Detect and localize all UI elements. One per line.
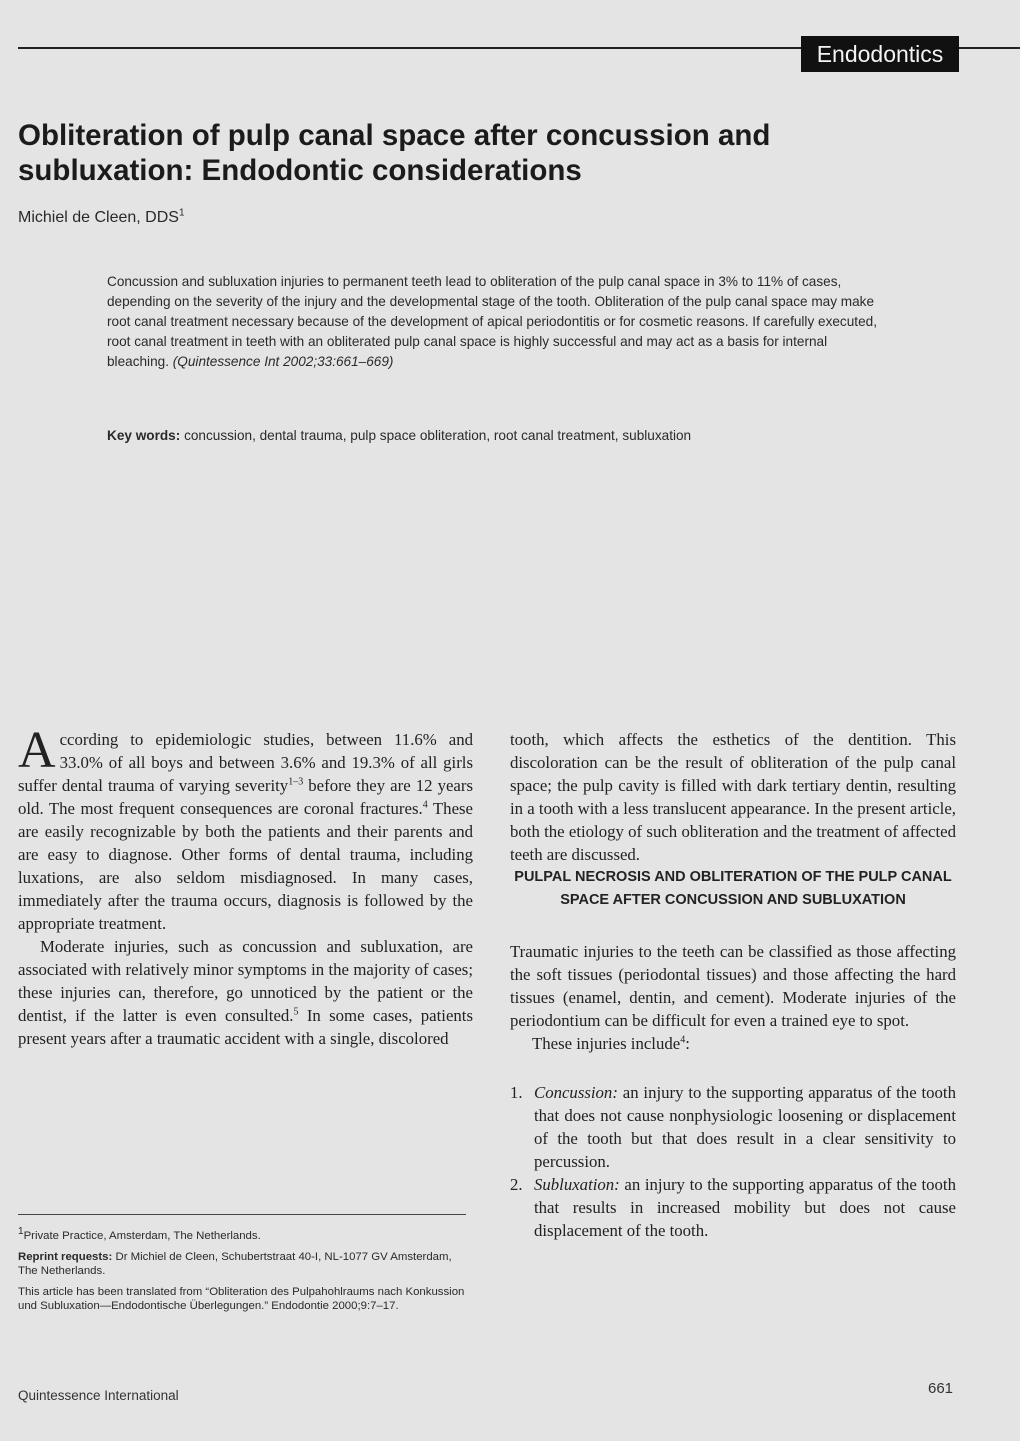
keywords-list: concussion, dental trauma, pulp space obliteration, root canal treatment, subluxation	[184, 428, 692, 443]
section-heading: PULPAL NECROSIS AND OBLITERATION OF THE PULP CANAL SPACE AFTER CONCUSSION AND SUBLUXATION	[514, 869, 952, 908]
drop-cap: A	[18, 722, 56, 779]
abstract-text: Concussion and subluxation injuries to permanent teeth lead to obliteration of the pulp canal space in 3% to 11% of cases, depending on the severity of the injury and the developmental stage of the tooth. Obliteration of the pulp canal space may make root canal treatment necessary because of the development of apical periodontitis or for cosmetic reasons. If carefully executed, root canal treatment in teeth with an obliterated pulp canal space is highly successful and may act as a basis for internal bleaching.	[107, 274, 877, 369]
citation: (Quintessence Int 2002;33:661–669)	[172, 354, 394, 369]
injury-list	[510, 1081, 956, 1242]
article-title: Obliteration of pulp canal space after concussion and subluxation: Endodontic considerations	[18, 119, 771, 187]
abstract	[107, 272, 887, 372]
right-column	[510, 728, 956, 1242]
reference-mark: 4	[422, 799, 428, 811]
reference-mark: 4	[680, 1034, 686, 1046]
author-line	[18, 209, 185, 227]
list-item: 2. Subluxation: an injury to the supporting apparatus of the tooth that results in increased mobility but does not cause displacement of the tooth.	[510, 1175, 956, 1240]
paragraph-intro: According to epidemiologic studies, between 11.6% and 33.0% of all boys and between 3.6% and 19.3% of all girls suffer dental trauma of varying severity$^{1-3}$ before they are 12 years old. The most frequent consequences are coronal fractures.$^4$ These are easily recognizable by both the patients and their parents and are easy to diagnose. Other forms of dental trauma, including luxations, are also seldom misdiagnosed. In many cases, immediately after the trauma occurs, diagnosis is followed by the appropriate treatment.	[18, 722, 473, 933]
left-column	[18, 722, 473, 1050]
keywords-label: Key words:	[107, 428, 181, 443]
footnote-affiliation: $^1$Private Practice, Amsterdam, The Netherlands.	[18, 1226, 261, 1242]
section-tag: Endodontics	[801, 36, 959, 72]
author-note-mark: 1	[178, 207, 185, 219]
journal-name: Quintessence International	[18, 1388, 179, 1403]
list-item: 1. Concussion: an injury to the supporting apparatus of the tooth that does not cause nonphysiologic loosening or displacement of the tooth but that does result in a clear sensitivity to percussion.	[510, 1083, 956, 1171]
paragraph-discoloration: tooth, which affects the esthetics of the dentition. This discoloration can be the result of obliteration of the pulp canal space; the pulp cavity is filled with dark tertiary dentin, resulting in a tooth with a less translucent appearance. In the present article, both the etiology of such obliteration and the treatment of affected teeth are discussed.	[510, 730, 956, 864]
reference-mark: 1–3	[288, 776, 304, 788]
page-number: 661	[928, 1380, 954, 1397]
paragraph-moderate-injuries: Moderate injuries, such as concussion and subluxation, are associated with relatively minor symptoms in the majority of cases; these injuries can, therefore, go unnoticed by the patient or the dentist, if the latter is even consulted.$^5$ In some cases, patients present years after a traumatic accident with a single, discolored	[18, 937, 473, 1048]
footnote-reprint: Reprint requests: Dr Michiel de Cleen, Schubertstraat 40-I, NL-1077 GV Amsterdam, The Netherlands.	[18, 1250, 452, 1277]
paragraph-classification: Traumatic injuries to the teeth can be classified as those affecting the soft tissues (periodontal tissues) and those affecting the hard tissues (enamel, dentin, and cement). Moderate injuries of the periodontium can be difficult for even a trained eye to spot.	[510, 942, 956, 1030]
footnotes	[18, 1226, 473, 1320]
reference-mark: 5	[293, 1006, 299, 1018]
footnote-translation: This article has been translated from “Obliteration des Pulpahohlraums nach Konkussion und Subluxation—Endodontische Überlegungen.” Endodontie 2000;9:7–17.	[18, 1285, 465, 1312]
footnote-rule	[18, 1214, 466, 1215]
author-name: Michiel de Cleen, DDS	[18, 209, 179, 226]
paragraph-injuries-include: These injuries include$^4$:	[532, 1034, 690, 1053]
keywords	[107, 428, 887, 443]
